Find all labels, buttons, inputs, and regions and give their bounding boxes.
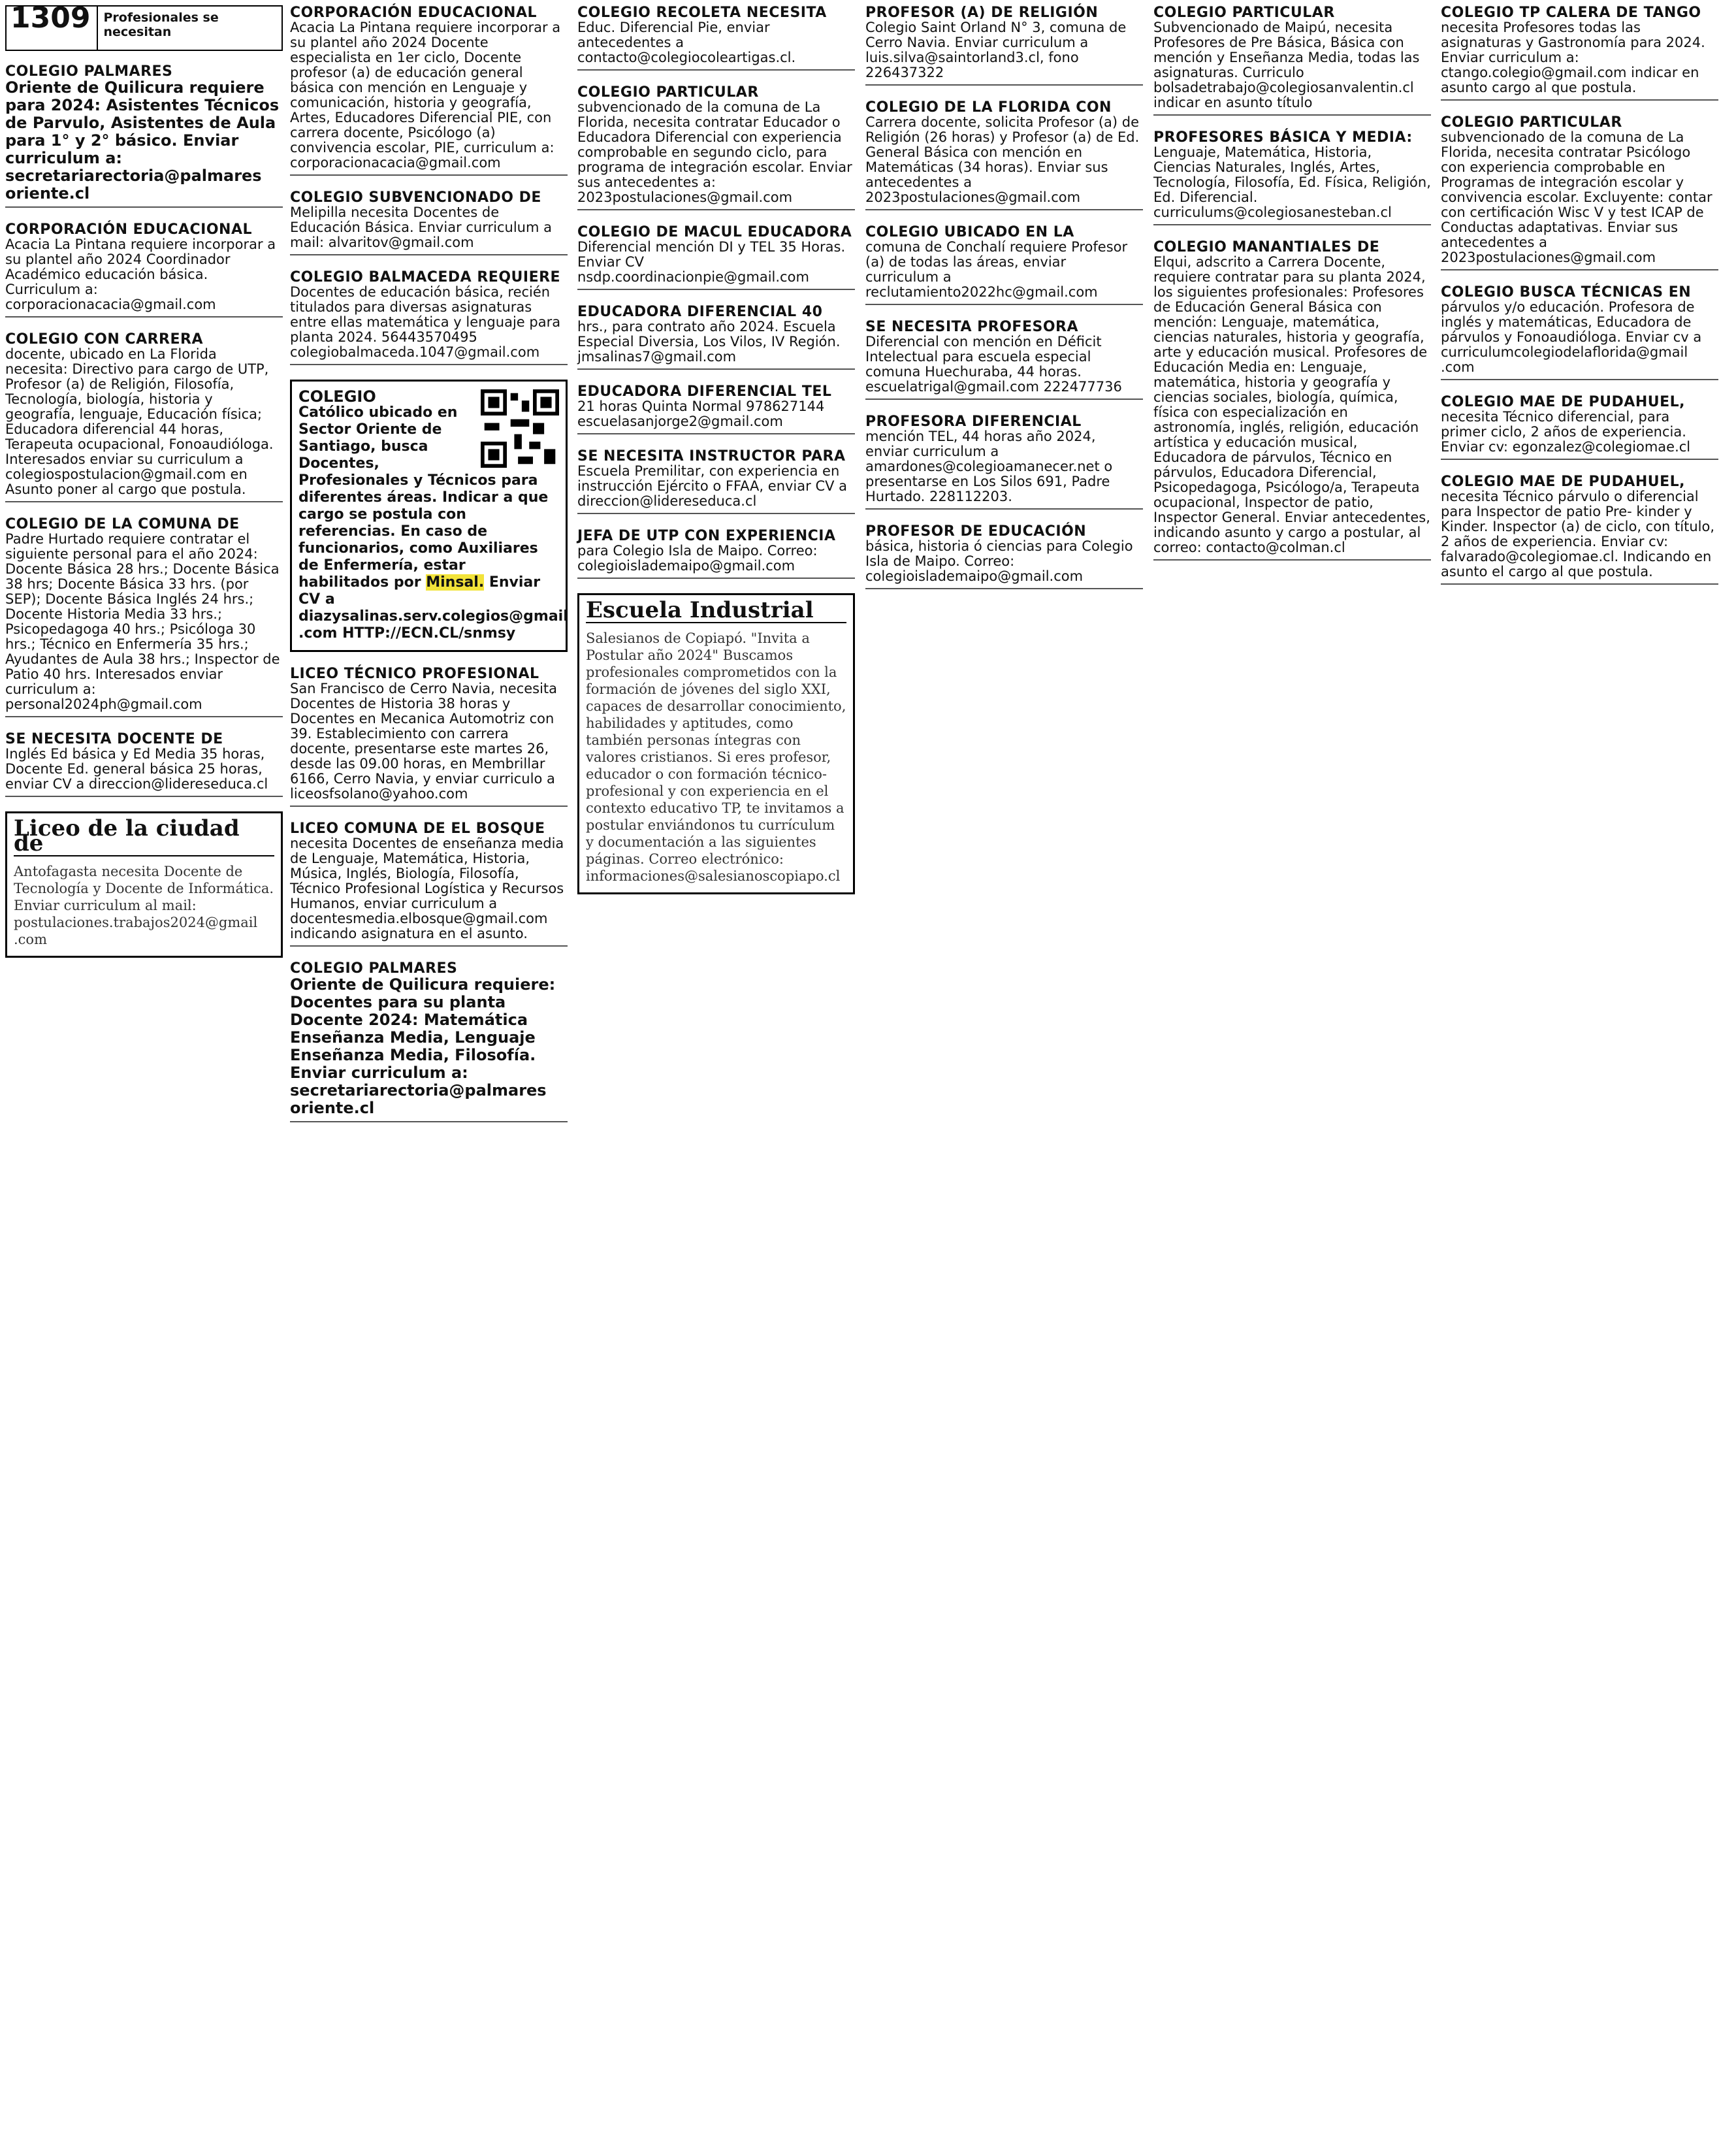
ad-title: COLEGIO PARTICULAR bbox=[1153, 5, 1335, 21]
classified-ad bbox=[5, 64, 283, 208]
ad-body: Oriente de Quilicura requiere: Docentes para su planta Docente 2024: Matemática Enseñanza Media, Lenguaje Enseñanza Media, Filosofía. Enviar curriculum a: secretariarectoria@palmares oriente.cl bbox=[290, 975, 556, 1117]
ad-title: COLEGIO PARTICULAR bbox=[577, 84, 759, 101]
ads-list bbox=[577, 5, 855, 579]
ad-title: CORPORACIÓN EDUCACIONAL bbox=[5, 221, 253, 238]
ad-body: Elqui, adscrito a Carrera Docente, requiere contratar para su planta 2024, los siguientes profesionales: Profesores de Educación General Básica con mención: Lenguaje, matemática, ciencias naturales, historia y geografía, arte y educación musical. Profesores de Educación Media en: Lenguaje, matemática, historia y geografía y ciencias sociales, biología, química, física con especialización en astronomía, inglés, religión, educación artística y educación musical, Educadora de párvulos, Técnico en párvulos, Educadora Diferencial, Psicopedagoga, Psicólogo/a, Terapeuta ocupacional, Inspector de patio, Inspector General. Enviar antecedentes, indicando asunto y cargo a postular, al correo: contacto@colman.cl bbox=[1153, 254, 1430, 555]
ad-title: COLEGIO MAE DE PUDAHUEL, bbox=[1441, 394, 1686, 410]
column-3 bbox=[577, 5, 855, 909]
ad-title: COLEGIO DE LA COMUNA DE bbox=[5, 516, 240, 532]
ad-title: COLEGIO PALMARES bbox=[5, 63, 173, 80]
classified-ad bbox=[865, 5, 1143, 86]
boxed-ad-title: Liceo de la ciudad de bbox=[14, 821, 274, 856]
classified-ad bbox=[577, 449, 855, 514]
boxed-ad-catholic-school bbox=[290, 380, 568, 652]
boxed-ad-text: Salesianos de Copiapó. "Invita a Postular año 2024" Buscamos profesionales comprometidos con la formación de jóvenes del siglo XXI, capaces de desarrollar conocimiento, habilidades y aptitudes, como también personas íntegras con valores cristianos. Si eres profesor, educador o con formación técnico-profesional y con experiencia en el contexto educativo TP, te invitamos a postular enviándonos tu currículum y documentación a las siguientes páginas. Correo electrónico: informaciones@salesianoscopiapo.cl bbox=[586, 630, 846, 884]
ad-body: Acacia La Pintana requiere incorporar a su plantel año 2024 Docente especialista en 1er ciclo, Docente profesor (a) de educación general básica con mención en Lenguaje y comunicación, historia y geografía, Artes, Educadores Diferencial PIE, con carrera docente, Psicólogo (a) convivencia escolar, PIE, curriculum a: corporacionacacia@gmail.com bbox=[290, 20, 561, 171]
boxed-ad-title: Escuela Industrial bbox=[586, 603, 846, 623]
ad-body: Escuela Premilitar, con experiencia en instrucción Ejército o FFAA, enviar CV a direccion@lidereseduca.cl bbox=[577, 463, 848, 509]
ad-title: PROFESORA DIFERENCIAL bbox=[865, 414, 1082, 430]
ad-title: COLEGIO SUBVENCIONADO DE bbox=[290, 189, 541, 206]
ad-body: mención TEL, 44 horas año 2024, enviar curriculum a amardones@colegioamanecer.net o presentarse en Los Silos 691, Padre Hurtado. 228112203. bbox=[865, 429, 1113, 504]
boxed-ad-text-a: Católico ubicado en Sector Oriente de Santiago, busca Docentes, Profesionales y Técnicos para diferentes áreas. Indicar a que cargo se postula con referencias. En caso de funcionarios, como Auxiliares de Enfermería, estar habilitados por bbox=[298, 404, 549, 591]
ad-title: SE NECESITA INSTRUCTOR PARA bbox=[577, 448, 846, 464]
classified-ad bbox=[865, 414, 1143, 510]
ad-body: necesita Profesores todas las asignaturas y Gastronomía para 2024. Enviar curriculum a: ctango.colegio@gmail.com indicar en asunto cargo al que postula. bbox=[1441, 20, 1705, 95]
ad-title: COLEGIO TP CALERA DE TANGO bbox=[1441, 5, 1701, 21]
column-5 bbox=[1153, 5, 1431, 575]
classified-ad bbox=[1441, 474, 1718, 585]
ad-title: SE NECESITA PROFESORA bbox=[865, 319, 1078, 335]
ad-title: COLEGIO BUSCA TÉCNICAS EN bbox=[1441, 284, 1692, 301]
ad-body: para Colegio Isla de Maipo. Correo: colegioislademaipo@gmail.com bbox=[577, 543, 818, 574]
classified-ad bbox=[1153, 5, 1431, 116]
ads-list bbox=[865, 5, 1143, 589]
ad-title: COLEGIO BALMACEDA REQUIERE bbox=[290, 269, 561, 285]
ad-title: PROFESOR (A) DE RELIGIÓN bbox=[865, 5, 1099, 21]
classified-ad bbox=[865, 100, 1143, 210]
ad-body: Docentes de educación básica, recién titulados para diversas asignaturas entre ellas matemática y lenguaje para planta 2024. 56443570495 colegiobalmaceda.1047@gmail.com bbox=[290, 284, 561, 360]
section-header bbox=[5, 1, 283, 51]
classified-ad bbox=[1153, 240, 1431, 561]
section-number: 1309 bbox=[7, 7, 98, 50]
column-6 bbox=[1441, 5, 1718, 599]
ad-body: Inglés Ed básica y Ed Media 35 horas, Docente Ed. general básica 25 horas, enviar CV a direccion@lidereseduca.cl bbox=[5, 746, 268, 792]
highlighted-word: Minsal. bbox=[426, 574, 485, 591]
ad-body: San Francisco de Cerro Navia, necesita Docentes de Historia 38 horas y Docentes en Mecanica Automotriz con 39. Establecimiento con carrera docente, presentarse este martes 26, desde las 09.00 horas, en Membrillar 6166, Cerro Navia, y enviar curriculo a liceosfsolano@yahoo.com bbox=[290, 681, 558, 802]
classified-ad bbox=[577, 5, 855, 71]
classified-ad bbox=[5, 517, 283, 717]
ad-title: COLEGIO UBICADO EN LA bbox=[865, 224, 1074, 240]
classified-ad bbox=[5, 332, 283, 502]
classified-ad bbox=[865, 225, 1143, 305]
ads-list bbox=[1441, 5, 1718, 585]
ad-title: COLEGIO RECOLETA NECESITA bbox=[577, 5, 827, 21]
ad-title: PROFESORES BÁSICA Y MEDIA: bbox=[1153, 129, 1413, 146]
classified-ad bbox=[290, 5, 568, 176]
ad-title: SE NECESITA DOCENTE DE bbox=[5, 731, 223, 747]
ad-body: Diferencial con mención en Déficit Intelectual para escuela especial comuna Huechuraba, 44 horas. escuelatrigal@gmail.com 222477736 bbox=[865, 334, 1122, 395]
classified-ad bbox=[1153, 130, 1431, 225]
ad-title: EDUCADORA DIFERENCIAL TEL bbox=[577, 383, 832, 400]
ads-list bbox=[1153, 5, 1431, 561]
ad-body: subvencionado de la comuna de La Florida, necesita contratar Educador o Educadora Diferencial con experiencia comprobable en segundo ciclo, para programa de integración escolar. Enviar sus antecedentes a: 2023postulaciones@gmail.com bbox=[577, 99, 852, 205]
classified-ad bbox=[290, 666, 568, 807]
classified-ad bbox=[577, 304, 855, 370]
boxed-ad-text: Antofagasta necesita Docente de Tecnología y Docente de Informática. Enviar curriculum al mail: postulaciones.trabajos2024@gmail .com bbox=[14, 864, 274, 947]
ad-title: COLEGIO PALMARES bbox=[290, 960, 458, 977]
ads-list bbox=[290, 666, 568, 1122]
column-2 bbox=[290, 5, 568, 1137]
ad-title: COLEGIO MAE DE PUDAHUEL, bbox=[1441, 474, 1686, 490]
ads-list bbox=[5, 64, 283, 797]
ad-title: COLEGIO CON CARRERA bbox=[5, 331, 203, 348]
boxed-ad-text-b: Enviar CV a diazysalinas.serv.colegios@gmail .com HTTP://ECN.CL/snmsy bbox=[298, 574, 568, 642]
ad-body: necesita Docentes de enseñanza media de Lenguaje, Matemática, Historia, Música, Inglés, Biología, Filosofía, Técnico Profesional Logística y Recursos Humanos, enviar curriculum a docentesmedia.elbosque@gmail.com indicando asignatura en el asunto. bbox=[290, 836, 564, 941]
ad-body: subvencionado de la comuna de La Florida, necesita contratar Psicólogo con experiencia comprobable en Programas de integración escolar y convivencia escolar. Excluyente: contar con certificación Wisc V y test ICAP de Conductas adaptativas. Enviar sus antecedentes a 2023postulaciones@gmail.com bbox=[1441, 129, 1712, 265]
classified-ad bbox=[577, 384, 855, 434]
classified-ad bbox=[290, 961, 568, 1122]
ad-body: Melipilla necesita Docentes de Educación Básica. Enviar curriculum a mail: alvaritov@gmail.com bbox=[290, 204, 552, 250]
ad-body: básica, historia ó ciencias para Colegio Isla de Maipo. Correo: colegioislademaipo@gmail.com bbox=[865, 538, 1133, 584]
ad-body: comuna de Conchalí requiere Profesor (a) de todas las áreas, enviar curriculum a reclutamiento2022hc@gmail.com bbox=[865, 239, 1128, 300]
column-4 bbox=[865, 5, 1143, 604]
boxed-ad-title: COLEGIO bbox=[298, 387, 376, 406]
classified-ad bbox=[577, 225, 855, 290]
section-label: Profesionales se necesitan bbox=[103, 10, 219, 39]
ad-title: COLEGIO DE LA FLORIDA CON bbox=[865, 99, 1112, 116]
ad-title: COLEGIO MANANTIALES DE bbox=[1153, 239, 1380, 255]
classified-ad bbox=[865, 319, 1143, 400]
ad-body: Oriente de Quilicura requiere para 2024: Asistentes Técnicos de Parvulo, Asistentes de Aula para 1° y 2° básico. Enviar curriculum a: secretariarectoria@palmares oriente.cl bbox=[5, 78, 280, 203]
ad-title: COLEGIO DE MACUL EDUCADORA bbox=[577, 224, 852, 240]
ad-body: Carrera docente, solicita Profesor (a) de Religión (26 horas) y Profesor (a) de Ed. General Básica con mención en Matemáticas (34 horas). Enviar sus antecedentes a 2023postulaciones@gmail.com bbox=[865, 114, 1140, 205]
ad-body: necesita Técnico diferencial, para primer ciclo, 2 años de experiencia. Enviar cv: egonzalez@colegiomae.cl bbox=[1441, 409, 1691, 455]
ad-body: párvulos y/o educación. Profesora de inglés y matemáticas, Educadora de párvulos y Fonoaudióloga. Enviar cv a curriculumcolegiodelaflorida@gmail .com bbox=[1441, 299, 1702, 375]
boxed-ad-escuela-industrial bbox=[577, 593, 855, 894]
ad-body: docente, ubicado en La Florida necesita: Directivo para cargo de UTP, Profesor (a) de Religión, Filosofía, Tecnología, biología, historia y geografía, lenguaje, Educación física; Educadora diferencial 44 horas, Terapeuta ocupacional, Fonoaudióloga. Interesados enviar su curriculum a colegiospostulacion@gmail.com en Asunto poner al cargo que postula. bbox=[5, 346, 274, 497]
ad-body: Educ. Diferencial Pie, enviar antecedentes a contacto@colegiocoleartigas.cl. bbox=[577, 20, 796, 65]
ad-title: EDUCADORA DIFERENCIAL 40 bbox=[577, 304, 823, 320]
boxed-ad bbox=[5, 811, 283, 958]
ad-body: 21 horas Quinta Normal 978627144 escuelasanjorge2@gmail.com bbox=[577, 399, 825, 429]
qr-code-icon bbox=[481, 389, 559, 468]
classified-ad bbox=[290, 190, 568, 255]
column-1 bbox=[5, 1, 283, 972]
ad-title: PROFESOR DE EDUCACIÓN bbox=[865, 523, 1087, 540]
ad-body: Colegio Saint Orland N° 3, comuna de Cerro Navia. Enviar curriculum a luis.silva@saintorland3.cl, fono 226437322 bbox=[865, 20, 1127, 80]
classified-ad bbox=[577, 85, 855, 210]
classified-ad bbox=[865, 524, 1143, 589]
classified-ad bbox=[290, 270, 568, 365]
classified-ad bbox=[1441, 5, 1718, 101]
ad-title: COLEGIO PARTICULAR bbox=[1441, 114, 1622, 131]
ad-title: LICEO COMUNA DE EL BOSQUE bbox=[290, 821, 545, 837]
ad-body: Subvencionado de Maipú, necesita Profesores de Pre Básica, Básica con mención y Enseñanza Media, todas las asignaturas. Curriculo bolsadetrabajo@colegiosanvalentin.cl indicar en asunto título bbox=[1153, 20, 1420, 110]
ad-title: JEFA DE UTP CON EXPERIENCIA bbox=[577, 528, 836, 544]
ad-body: necesita Técnico párvulo o diferencial para Inspector de patio Pre- kinder y Kinder. Inspector (a) de ciclo, con título, 2 años de experiencia. Enviar cv: falvarado@colegiomae.cl. Indicando en asunto el cargo al que postula. bbox=[1441, 489, 1715, 579]
classified-ad bbox=[290, 821, 568, 947]
ad-body: Diferencial mención DI y TEL 35 Horas. Enviar CV nsdp.coordinacionpie@gmail.com bbox=[577, 239, 846, 285]
classified-ad bbox=[1441, 395, 1718, 460]
classified-ad bbox=[1441, 285, 1718, 380]
classified-ad bbox=[5, 222, 283, 318]
ads-list bbox=[290, 5, 568, 365]
ad-body: Padre Hurtado requiere contratar el siguiente personal para el año 2024: Docente Básica 28 hrs.; Docente Básica 38 hrs; Docente Básica 33 hrs. (por SEP); Docente Básica Inglés 24 hrs.; Docente Historia Media 33 hrs.; Psicopedagoga 40 hrs.; Psicóloga 30 hrs.; Técnico en Enfermería 35 hrs.; Ayudantes de Aula 38 hrs.; Inspector de Patio 40 hrs. Interesados enviar curriculum a: personal2024ph@gmail.com bbox=[5, 531, 280, 712]
classified-ad bbox=[1441, 115, 1718, 270]
ad-title: CORPORACIÓN EDUCACIONAL bbox=[290, 5, 538, 21]
classified-ad bbox=[5, 732, 283, 797]
ad-body: Lenguaje, Matemática, Historia, Ciencias Naturales, Inglés, Artes, Tecnología, Filosofía, Ed. Física, Religión, Ed. Diferencial. curriculums@colegiosanesteban.cl bbox=[1153, 144, 1431, 220]
classified-ad bbox=[577, 529, 855, 579]
ad-body: Acacia La Pintana requiere incorporar a su plantel año 2024 Coordinador Académico educación básica. Curriculum a: corporacionacacia@gmail.com bbox=[5, 236, 276, 312]
ad-title: LICEO TÉCNICO PROFESIONAL bbox=[290, 666, 539, 682]
ad-body: hrs., para contrato año 2024. Escuela Especial Diversia, Los Vilos, IV Región. jmsalinas7@gmail.com bbox=[577, 319, 841, 365]
